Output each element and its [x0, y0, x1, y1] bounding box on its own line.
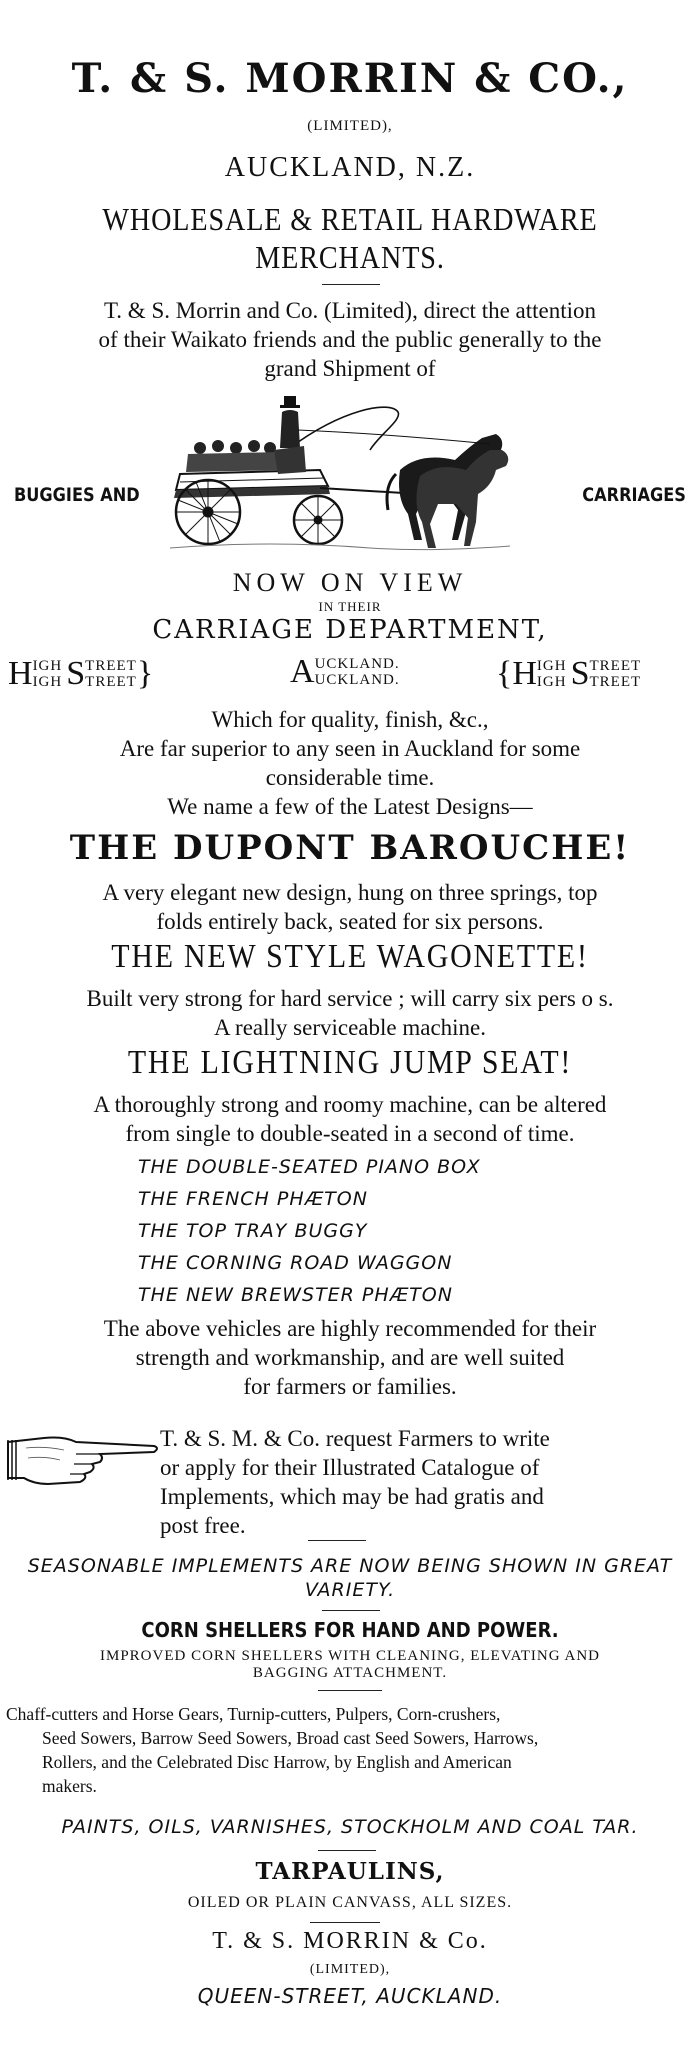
jump-seat-line-1: A thoroughly strong and roomy machine, can be altered [93, 1092, 607, 1117]
corn-line-1: IMPROVED CORN SHELLERS WITH CLEANING, ELEVATING AND [99, 1648, 601, 1664]
divider [310, 1922, 380, 1923]
catalogue-line-3: Implements, which may be had gratis and [160, 1484, 544, 1509]
wagonette-description [0, 984, 700, 1042]
divider [318, 1850, 376, 1851]
jump-seat-heading: THE LIGHTNING JUMP SEAT! [127, 1044, 573, 1081]
address-small: IGH [536, 658, 567, 674]
jump-seat-line-2: from single to double-seated in a second of time. [125, 1121, 575, 1146]
address-small: TREET [589, 658, 642, 674]
brace-icon: { [496, 655, 513, 692]
address-cap: H [512, 655, 537, 692]
implements-line-1: Chaff-cutters and Horse Gears, Turnip-cutters, Pulpers, Corn-crushers, [6, 1704, 501, 1724]
address-small: IGH [536, 674, 567, 690]
seasonable-notice [0, 1554, 700, 1602]
recommend-line-1: The above vehicles are highly recommended for their [103, 1316, 597, 1341]
intro-line-3: grand Shipment of [264, 356, 436, 381]
address-left [8, 655, 153, 693]
catalogue-line-2: or apply for their Illustrated Catalogue of [160, 1455, 540, 1480]
quality-paragraph [0, 705, 700, 821]
dupont-line-2: folds entirely back, seated for six persons. [156, 909, 544, 934]
corn-shellers-description [0, 1648, 700, 1682]
implements-line-3: Rollers, and the Celebrated Disc Harrow, by English and American [42, 1752, 512, 1772]
carriage-illustration [170, 390, 540, 555]
divider [318, 1690, 382, 1691]
wagonette-line-1: Built very strong for hard service ; will carry six pers o s. [86, 986, 614, 1011]
address-cap: A [290, 653, 315, 690]
department-heading: CARRIAGE DEPARTMENT, [152, 615, 548, 645]
model-item: THE NEW BREWSTER PHÆTON [138, 1284, 453, 1306]
footer-limited: (LIMITED), [309, 1962, 391, 1977]
seasonable-line-1: SEASONABLE IMPLEMENTS ARE NOW BEING SHOWN IN GREAT [27, 1555, 673, 1577]
jump-seat-description [0, 1090, 700, 1148]
tarpaulins-sub: OILED OR PLAIN CANVASS, ALL SIZES. [187, 1894, 513, 1911]
address-small: UCKLAND. [314, 656, 400, 672]
wagonette-line-2: A really serviceable machine. [213, 1015, 487, 1040]
model-item: THE DOUBLE-SEATED PIANO BOX [138, 1156, 481, 1178]
tarpaulins-heading: TARPAULINS, [255, 1858, 445, 1885]
model-item: THE FRENCH PHÆTON [138, 1188, 368, 1210]
footer-street: QUEEN-STREET, AUCKLAND. [197, 1984, 503, 2008]
address-cap: H [8, 655, 33, 692]
corn-shellers-heading: CORN SHELLERS FOR HAND AND POWER. [141, 1618, 559, 1642]
catalogue-line-1: T. & S. M. & Co. request Farmers to write [160, 1426, 550, 1451]
corn-line-2: BAGGING ATTACHMENT. [252, 1665, 448, 1681]
pointing-hand-icon [4, 1428, 160, 1490]
brace-icon: } [136, 655, 154, 692]
divider [308, 1540, 366, 1541]
address-small: UCKLAND. [314, 672, 400, 688]
footer-company: T. & S. MORRIN & Co. [212, 1928, 488, 1954]
address-small: TREET [589, 674, 642, 690]
in-their-label: IN THEIR [318, 599, 382, 614]
limited-label: (LIMITED), [307, 118, 393, 134]
dupont-heading: THE DUPONT BAROUCHE! [69, 828, 631, 868]
intro-line-1: T. & S. Morrin and Co. (Limited), direct the attention [103, 298, 597, 323]
trade-line-1: WHOLESALE & RETAIL HARDWARE [102, 201, 598, 237]
quality-line-2: Are far superior to any seen in Auckland for some [119, 736, 581, 761]
implements-line-2: Seed Sowers, Barrow Seed Sowers, Broad cast Seed Sowers, Harrows, [42, 1728, 539, 1748]
carriages-label: CARRIAGES [582, 484, 686, 506]
city-heading: AUCKLAND, N.Z. [224, 152, 476, 183]
catalogue-paragraph [160, 1424, 690, 1540]
paints-line: PAINTS, OILS, VARNISHES, STOCKHOLM AND COAL TAR. [61, 1816, 639, 1838]
now-on-view-heading: NOW ON VIEW [232, 568, 468, 597]
company-title: T. & S. MORRIN & CO., [71, 55, 629, 102]
address-small: TREET [85, 674, 137, 690]
intro-paragraph [0, 296, 700, 383]
address-right [496, 655, 641, 693]
quality-line-3: considerable time. [265, 765, 435, 790]
address-small: IGH [32, 674, 63, 690]
recommend-line-2: strength and workmanship, and are well suited [135, 1345, 565, 1370]
model-item: THE CORNING ROAD WAGGON [138, 1252, 453, 1274]
buggies-label: BUGGIES AND [14, 484, 140, 506]
address-cap: S [66, 655, 86, 692]
model-item: THE TOP TRAY BUGGY [138, 1220, 368, 1242]
trade-heading [42, 200, 658, 276]
implements-paragraph [6, 1702, 696, 1798]
address-cap: S [570, 655, 590, 692]
divider [322, 1610, 380, 1611]
address-small: TREET [85, 658, 137, 674]
wagonette-heading: THE NEW STYLE WAGONETTE! [111, 938, 589, 975]
divider [322, 284, 380, 285]
catalogue-line-4: post free. [160, 1513, 246, 1538]
address-middle [290, 655, 400, 689]
recommend-line-3: for farmers or families. [243, 1374, 457, 1399]
seasonable-line-2: VARIETY. [304, 1579, 396, 1601]
intro-line-2: of their Waikato friends and the public generally to the [98, 327, 602, 352]
quality-line-1: Which for quality, finish, &c., [211, 707, 489, 732]
quality-line-4: We name a few of the Latest Designs— [167, 794, 533, 819]
trade-line-2: MERCHANTS. [255, 239, 445, 275]
address-small: IGH [32, 658, 63, 674]
dupont-description [0, 878, 700, 936]
implements-line-4: makers. [42, 1776, 97, 1796]
recommend-paragraph [0, 1314, 700, 1401]
dupont-line-1: A very elegant new design, hung on three springs, top [102, 880, 598, 905]
